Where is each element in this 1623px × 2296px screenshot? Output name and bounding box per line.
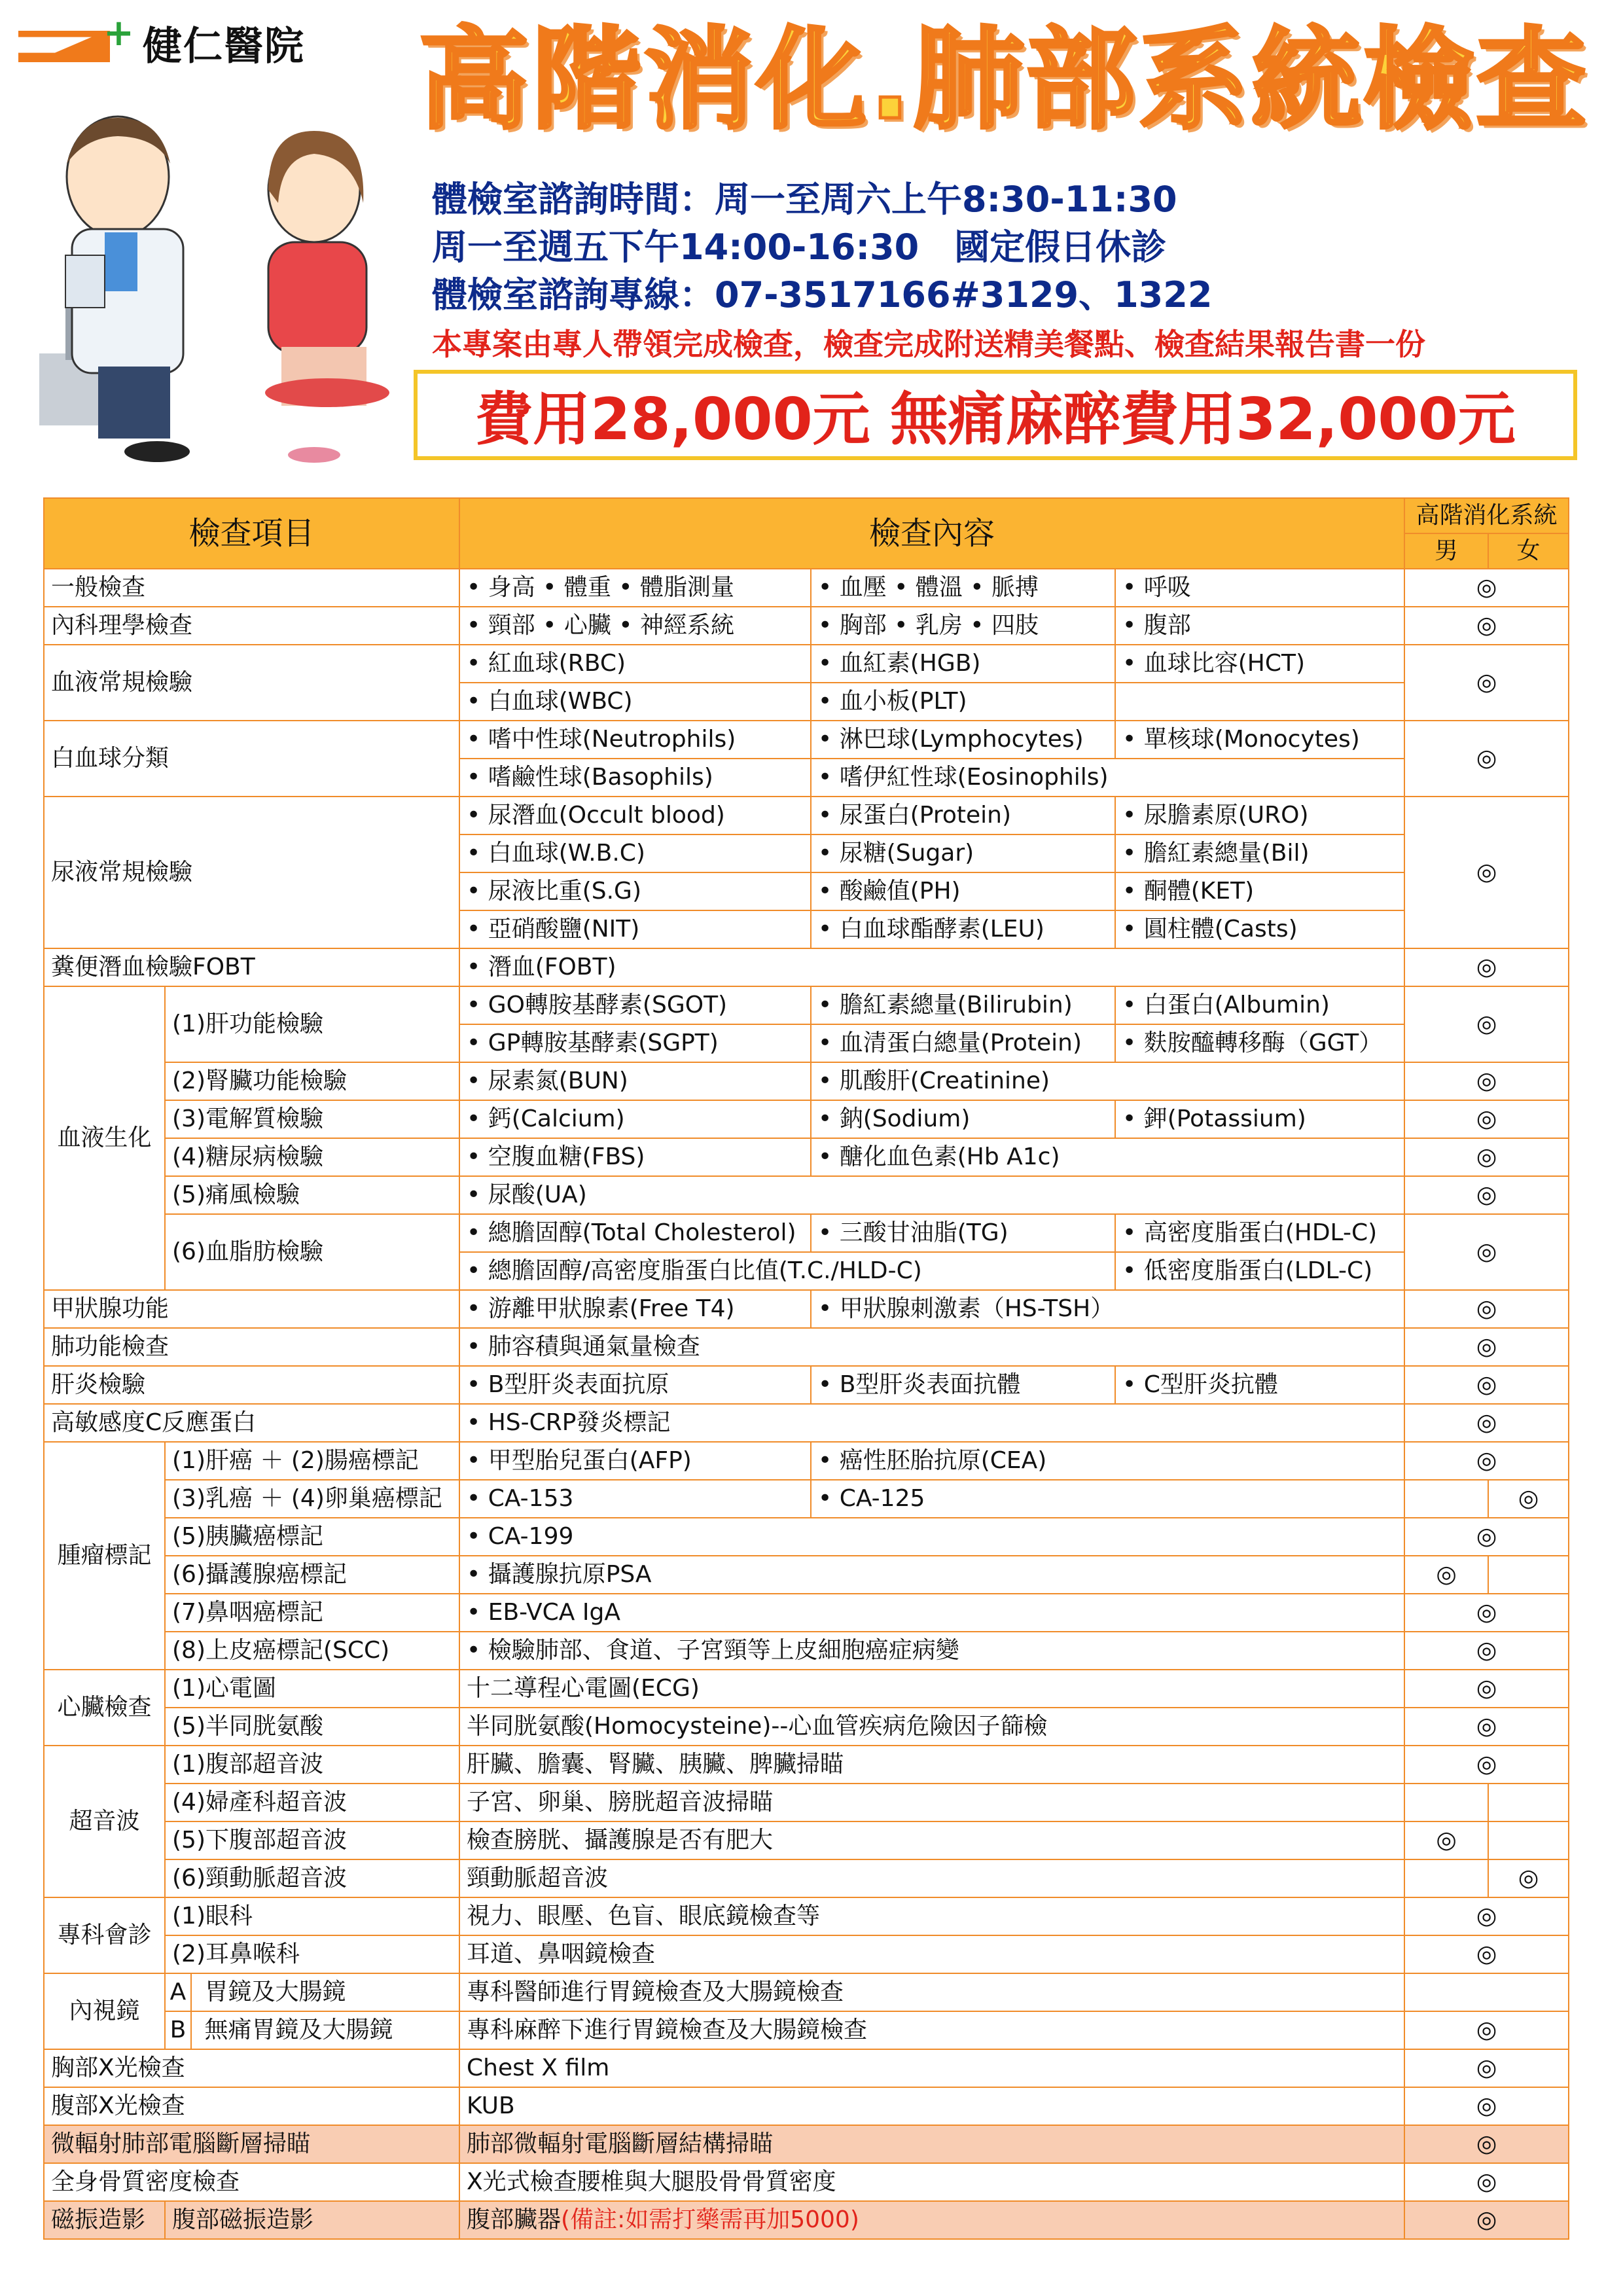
content-cell: • 游離甲狀腺素(Free T4) xyxy=(459,1290,811,1328)
content-cell: Chest X film xyxy=(459,2049,1404,2087)
table-row xyxy=(44,2163,1569,2201)
content-cell: • 尿酸(UA) xyxy=(459,1176,1404,1214)
check-mark: ◎ xyxy=(1404,1708,1569,1746)
content-cell: 頸動脈超音波 xyxy=(459,1859,1404,1897)
content-cell: • 白血球(W.B.C) xyxy=(459,834,811,872)
check-mark: ◎ xyxy=(1404,1366,1569,1404)
content-cell: • 總膽固醇/高密度脂蛋白比值(T.C./HLD-C) xyxy=(459,1252,1115,1290)
content-cell: 半同胱氨酸(Homocysteine)--心血管疾病危險因子篩檢 xyxy=(459,1708,1404,1746)
check-mark: ◎ xyxy=(1404,986,1569,1062)
check-mark: ◎ xyxy=(1404,721,1569,797)
check-mark: ◎ xyxy=(1404,948,1569,986)
content-cell: • 血紅素(HGB) xyxy=(811,645,1115,683)
check-mark: ◎ xyxy=(1404,2163,1569,2201)
check-cell xyxy=(1404,1973,1569,2011)
female-cell xyxy=(1488,1821,1569,1859)
price-box: 費用28,000元 無痛麻醉費用32,000元 xyxy=(414,370,1577,460)
content-cell xyxy=(1115,683,1404,721)
content-cell: • 嗜伊紅性球(Eosinophils) xyxy=(811,759,1404,797)
consult-hours-morning: 體檢室諮詢時間：周一至周六上午8:30-11:30 xyxy=(432,179,1177,220)
sub-item-name: (4)糖尿病檢驗 xyxy=(165,1138,459,1176)
table-row xyxy=(44,986,1569,1024)
male-cell xyxy=(1404,1859,1488,1897)
page-title: 高階消化.肺部系統檢查 xyxy=(419,16,1589,144)
check-mark: ◎ xyxy=(1404,1746,1569,1784)
sub-item-name: (1)眼科 xyxy=(165,1897,459,1935)
table-row xyxy=(44,1973,1569,2011)
group-name: 內視鏡 xyxy=(44,1973,165,2049)
content-cell: 十二導程心電圖(ECG) xyxy=(459,1670,1404,1708)
content-cell: 子宮、卵巢、膀胱超音波掃瞄 xyxy=(459,1784,1404,1821)
sub-item-name: (5)痛風檢驗 xyxy=(165,1176,459,1214)
content-cell: • 膽紅素總量(Bilirubin) xyxy=(811,986,1115,1024)
female-cell xyxy=(1488,1556,1569,1594)
header-system: 高階消化系統 xyxy=(1404,498,1569,533)
group-name: 專科會診 xyxy=(44,1897,165,1973)
sub-item-name: (5)胰臟癌標記 xyxy=(165,1518,459,1556)
sub-item-name: (6)頸動脈超音波 xyxy=(165,1859,459,1897)
consult-phone: 體檢室諮詢專線：07-3517166#3129、1322 xyxy=(432,274,1213,315)
content-cell: • 嗜鹼性球(Basophils) xyxy=(459,759,811,797)
hospital-logo xyxy=(18,12,305,69)
content-cell: • HS-CRP發炎標記 xyxy=(459,1404,1404,1442)
content-cell: • 甲型胎兒蛋白(AFP) xyxy=(459,1442,811,1480)
check-mark: ◎ xyxy=(1404,1935,1569,1973)
check-mark: ◎ xyxy=(1404,1897,1569,1935)
table-row xyxy=(44,1328,1569,1366)
sub-item-name: 胃鏡及大腸鏡 xyxy=(204,1979,346,2005)
logo-icon: + xyxy=(18,22,116,65)
check-mark: ◎ xyxy=(1404,2201,1569,2239)
content-cell: • 白蛋白(Albumin) xyxy=(1115,986,1404,1024)
header-item: 檢查項目 xyxy=(44,498,459,569)
mri-content: 腹部臟器 xyxy=(467,2206,562,2233)
content-cell: • CA-199 xyxy=(459,1518,1404,1556)
male-cell xyxy=(1404,1480,1488,1518)
sub-item-name: 腹部磁振造影 xyxy=(165,2201,459,2239)
table-row-highlighted xyxy=(44,2125,1569,2163)
sub-item-name: (3)乳癌 ＋ (4)卵巢癌標記 xyxy=(165,1480,459,1518)
content-cell: • EB-VCA IgA xyxy=(459,1594,1404,1632)
table-row xyxy=(44,1176,1569,1214)
female-check-mark: ◎ xyxy=(1488,1480,1569,1518)
check-mark: ◎ xyxy=(1404,2087,1569,2125)
item-name: 胸部X光檢查 xyxy=(44,2049,459,2087)
table-row xyxy=(44,607,1569,645)
sub-item-name: (8)上皮癌標記(SCC) xyxy=(165,1632,459,1670)
check-mark: ◎ xyxy=(1404,1138,1569,1176)
male-check-mark: ◎ xyxy=(1404,1821,1488,1859)
content-cell: • 肺容積與通氣量檢查 xyxy=(459,1328,1404,1366)
check-mark: ◎ xyxy=(1404,1404,1569,1442)
content-cell: • 血清蛋白總量(Protein) xyxy=(811,1024,1115,1062)
item-name: 磁振造影 xyxy=(44,2201,165,2239)
group-name: 心臟檢查 xyxy=(44,1670,165,1746)
table-row xyxy=(44,1821,1569,1859)
sub-item-name: (7)鼻咽癌標記 xyxy=(165,1594,459,1632)
check-mark: ◎ xyxy=(1404,1062,1569,1100)
table-row xyxy=(44,1366,1569,1404)
check-mark: ◎ xyxy=(1404,797,1569,948)
item-name: 肝炎檢驗 xyxy=(44,1366,459,1404)
content-cell: • CA-153 xyxy=(459,1480,811,1518)
item-name: 全身骨質密度檢查 xyxy=(44,2163,459,2201)
table-header-row xyxy=(44,498,1569,533)
content-cell: • 甲狀腺刺激素（HS-TSH） xyxy=(811,1290,1404,1328)
sub-item-name: (1)腹部超音波 xyxy=(165,1746,459,1784)
sub-item-name: (5)下腹部超音波 xyxy=(165,1821,459,1859)
sub-item-name: (3)電解質檢驗 xyxy=(165,1100,459,1138)
content-cell: • 酮體(KET) xyxy=(1115,872,1404,910)
table-row xyxy=(44,1594,1569,1632)
check-mark: ◎ xyxy=(1404,1100,1569,1138)
check-mark: ◎ xyxy=(1404,607,1569,645)
table-row xyxy=(44,2011,1569,2049)
content-cell: 檢查膀胱、攝護腺是否有肥大 xyxy=(459,1821,1404,1859)
check-mark: ◎ xyxy=(1404,1328,1569,1366)
sub-item-name: (1)肝功能檢驗 xyxy=(165,986,459,1062)
check-mark: ◎ xyxy=(1404,1290,1569,1328)
item-name: 微輻射肺部電腦斷層掃瞄 xyxy=(44,2125,459,2163)
table-row xyxy=(44,948,1569,986)
content-cell: • 癌性胚胎抗原(CEA) xyxy=(811,1442,1404,1480)
content-cell: • 鈣(Calcium) xyxy=(459,1100,811,1138)
table-row xyxy=(44,1859,1569,1897)
exam-table xyxy=(43,497,1569,2240)
content-cell: • 尿糖(Sugar) xyxy=(811,834,1115,872)
mri-remark: (備註:如需打藥需再加5000) xyxy=(561,2206,859,2233)
content-cell: • 空腹血糖(FBS) xyxy=(459,1138,811,1176)
content-cell: 耳道、鼻咽鏡檢查 xyxy=(459,1935,1404,1973)
item-name: 尿液常規檢驗 xyxy=(44,797,459,948)
sub-item-cell xyxy=(165,2011,459,2049)
content-cell: • 尿蛋白(Protein) xyxy=(811,797,1115,834)
content-cell: • 尿液比重(S.G) xyxy=(459,872,811,910)
option-letter: B xyxy=(166,2012,192,2049)
sub-item-name: (2)耳鼻喉科 xyxy=(165,1935,459,1973)
content-cell: • 攝護腺抗原PSA xyxy=(459,1556,1404,1594)
content-cell: 專科麻醉下進行胃鏡檢查及大腸鏡檢查 xyxy=(459,2011,1404,2049)
content-cell: • 尿素氮(BUN) xyxy=(459,1062,811,1100)
check-mark: ◎ xyxy=(1404,2011,1569,2049)
content-cell: • 胸部 • 乳房 • 四肢 xyxy=(811,607,1115,645)
check-mark: ◎ xyxy=(1404,2049,1569,2087)
content-cell: • 亞硝酸鹽(NIT) xyxy=(459,910,811,948)
content-cell: • 檢驗肺部、食道、子宮頸等上皮細胞癌症病變 xyxy=(459,1632,1404,1670)
female-cell xyxy=(1488,1784,1569,1821)
table-row xyxy=(44,1404,1569,1442)
item-name: 高敏感度C反應蛋白 xyxy=(44,1404,459,1442)
option-letter: A xyxy=(166,1974,192,2011)
consult-hours-afternoon: 周一至週五下午14:00-16:30 國定假日休診 xyxy=(432,226,1167,268)
sub-item-name: (1)肝癌 ＋ (2)腸癌標記 xyxy=(165,1442,459,1480)
header-content: 檢查內容 xyxy=(459,498,1404,569)
sub-item-name: (1)心電圖 xyxy=(165,1670,459,1708)
content-cell: • 白血球酯酵素(LEU) xyxy=(811,910,1115,948)
content-cell: • 醣化血色素(Hb A1c) xyxy=(811,1138,1404,1176)
item-name: 內科理學檢查 xyxy=(44,607,459,645)
content-cell: • 低密度脂蛋白(LDL-C) xyxy=(1115,1252,1404,1290)
sub-item-name: (6)攝護腺癌標記 xyxy=(165,1556,459,1594)
check-mark: ◎ xyxy=(1404,1632,1569,1670)
content-cell: • 尿膽素原(URO) xyxy=(1115,797,1404,834)
check-mark: ◎ xyxy=(1404,1442,1569,1480)
content-cell: • B型肝炎表面抗體 xyxy=(811,1366,1115,1404)
content-cell: • 身高 • 體重 • 體脂測量 xyxy=(459,569,811,607)
content-cell: • 血小板(PLT) xyxy=(811,683,1115,721)
item-name: 糞便潛血檢驗FOBT xyxy=(44,948,459,986)
check-mark: ◎ xyxy=(1404,1214,1569,1290)
content-cell: • 總膽固醇(Total Cholesterol) xyxy=(459,1214,811,1252)
table-row xyxy=(44,1897,1569,1935)
content-cell: • 高密度脂蛋白(HDL-C) xyxy=(1115,1214,1404,1252)
content-cell: X光式檢查腰椎與大腿股骨骨質密度 xyxy=(459,2163,1404,2201)
item-name: 肺功能檢查 xyxy=(44,1328,459,1366)
header-female: 女 xyxy=(1488,533,1569,569)
content-cell: • B型肝炎表面抗原 xyxy=(459,1366,811,1404)
content-cell: • 尿潛血(Occult blood) xyxy=(459,797,811,834)
content-cell xyxy=(459,2201,1404,2239)
content-cell: • CA-125 xyxy=(811,1480,1404,1518)
content-cell: KUB xyxy=(459,2087,1404,2125)
table-row xyxy=(44,645,1569,683)
content-cell: • 肌酸肝(Creatinine) xyxy=(811,1062,1404,1100)
table-row xyxy=(44,1100,1569,1138)
sub-item-name: (5)半同胱氨酸 xyxy=(165,1708,459,1746)
content-cell: • 呼吸 xyxy=(1115,569,1404,607)
item-name: 血液常規檢驗 xyxy=(44,645,459,721)
hospital-name: 健仁醫院 xyxy=(143,24,305,69)
item-name: 腹部X光檢查 xyxy=(44,2087,459,2125)
sub-item-name: 無痛胃鏡及大腸鏡 xyxy=(204,2017,393,2043)
table-row xyxy=(44,569,1569,607)
content-cell: 肺部微輻射電腦斷層結構掃瞄 xyxy=(459,2125,1404,2163)
table-row xyxy=(44,1290,1569,1328)
content-cell: • 血壓 • 體溫 • 脈搏 xyxy=(811,569,1115,607)
table-row xyxy=(44,1935,1569,1973)
table-row xyxy=(44,1442,1569,1480)
table-row xyxy=(44,2087,1569,2125)
group-name: 超音波 xyxy=(44,1746,165,1897)
doctor-patient-illustration xyxy=(26,92,419,471)
program-note: 本專案由專人帶領完成檢查，檢查完成附送精美餐點、檢查結果報告書一份 xyxy=(432,327,1425,362)
content-cell: • 淋巴球(Lymphocytes) xyxy=(811,721,1115,759)
content-cell: • 嗜中性球(Neutrophils) xyxy=(459,721,811,759)
table-row xyxy=(44,1518,1569,1556)
content-cell: • 潛血(FOBT) xyxy=(459,948,1404,986)
content-cell: • 紅血球(RBC) xyxy=(459,645,811,683)
sub-item-cell xyxy=(165,1973,459,2011)
item-name: 甲狀腺功能 xyxy=(44,1290,459,1328)
table-row-highlighted xyxy=(44,2201,1569,2239)
content-cell: • 麩胺醯轉移酶（GGT） xyxy=(1115,1024,1404,1062)
table-row xyxy=(44,1556,1569,1594)
check-mark: ◎ xyxy=(1404,1176,1569,1214)
sub-item-name: (2)腎臟功能檢驗 xyxy=(165,1062,459,1100)
content-cell: • 頸部 • 心臟 • 神經系統 xyxy=(459,607,811,645)
table-row xyxy=(44,1708,1569,1746)
content-cell: • 三酸甘油脂(TG) xyxy=(811,1214,1115,1252)
check-mark: ◎ xyxy=(1404,569,1569,607)
table-row xyxy=(44,1062,1569,1100)
male-cell xyxy=(1404,1784,1488,1821)
content-cell: • 鈉(Sodium) xyxy=(811,1100,1115,1138)
content-cell: • GO轉胺基酵素(SGOT) xyxy=(459,986,811,1024)
table-row xyxy=(44,1138,1569,1176)
check-mark: ◎ xyxy=(1404,1594,1569,1632)
table-row xyxy=(44,1214,1569,1252)
group-name: 腫瘤標記 xyxy=(44,1442,165,1670)
table-row xyxy=(44,1746,1569,1784)
table-row xyxy=(44,1632,1569,1670)
item-name: 一般檢查 xyxy=(44,569,459,607)
item-name: 白血球分類 xyxy=(44,721,459,797)
header-male: 男 xyxy=(1404,533,1488,569)
content-cell: • GP轉胺基酵素(SGPT) xyxy=(459,1024,811,1062)
content-cell: • 膽紅素總量(Bil) xyxy=(1115,834,1404,872)
content-cell: • 鉀(Potassium) xyxy=(1115,1100,1404,1138)
content-cell: • 腹部 xyxy=(1115,607,1404,645)
content-cell: • 酸鹼值(PH) xyxy=(811,872,1115,910)
table-row xyxy=(44,1480,1569,1518)
content-cell: • 白血球(WBC) xyxy=(459,683,811,721)
content-cell: • 血球比容(HCT) xyxy=(1115,645,1404,683)
group-name: 血液生化 xyxy=(44,986,165,1290)
check-mark: ◎ xyxy=(1404,1518,1569,1556)
content-cell: • C型肝炎抗體 xyxy=(1115,1366,1404,1404)
table-row xyxy=(44,1670,1569,1708)
table-row xyxy=(44,2049,1569,2087)
content-cell: • 圓柱體(Casts) xyxy=(1115,910,1404,948)
table-row xyxy=(44,721,1569,759)
content-cell: 視力、眼壓、色盲、眼底鏡檢查等 xyxy=(459,1897,1404,1935)
check-mark: ◎ xyxy=(1404,2125,1569,2163)
female-check-mark: ◎ xyxy=(1488,1859,1569,1897)
table-row xyxy=(44,1784,1569,1821)
check-mark: ◎ xyxy=(1404,645,1569,721)
table-row xyxy=(44,797,1569,834)
content-cell: 肝臟、膽囊、腎臟、胰臟、脾臟掃瞄 xyxy=(459,1746,1404,1784)
content-cell: • 單核球(Monocytes) xyxy=(1115,721,1404,759)
content-cell: 專科醫師進行胃鏡檢查及大腸鏡檢查 xyxy=(459,1973,1404,2011)
sub-item-name: (6)血脂肪檢驗 xyxy=(165,1214,459,1290)
sub-item-name: (4)婦產科超音波 xyxy=(165,1784,459,1821)
male-check-mark: ◎ xyxy=(1404,1556,1488,1594)
check-mark: ◎ xyxy=(1404,1670,1569,1708)
